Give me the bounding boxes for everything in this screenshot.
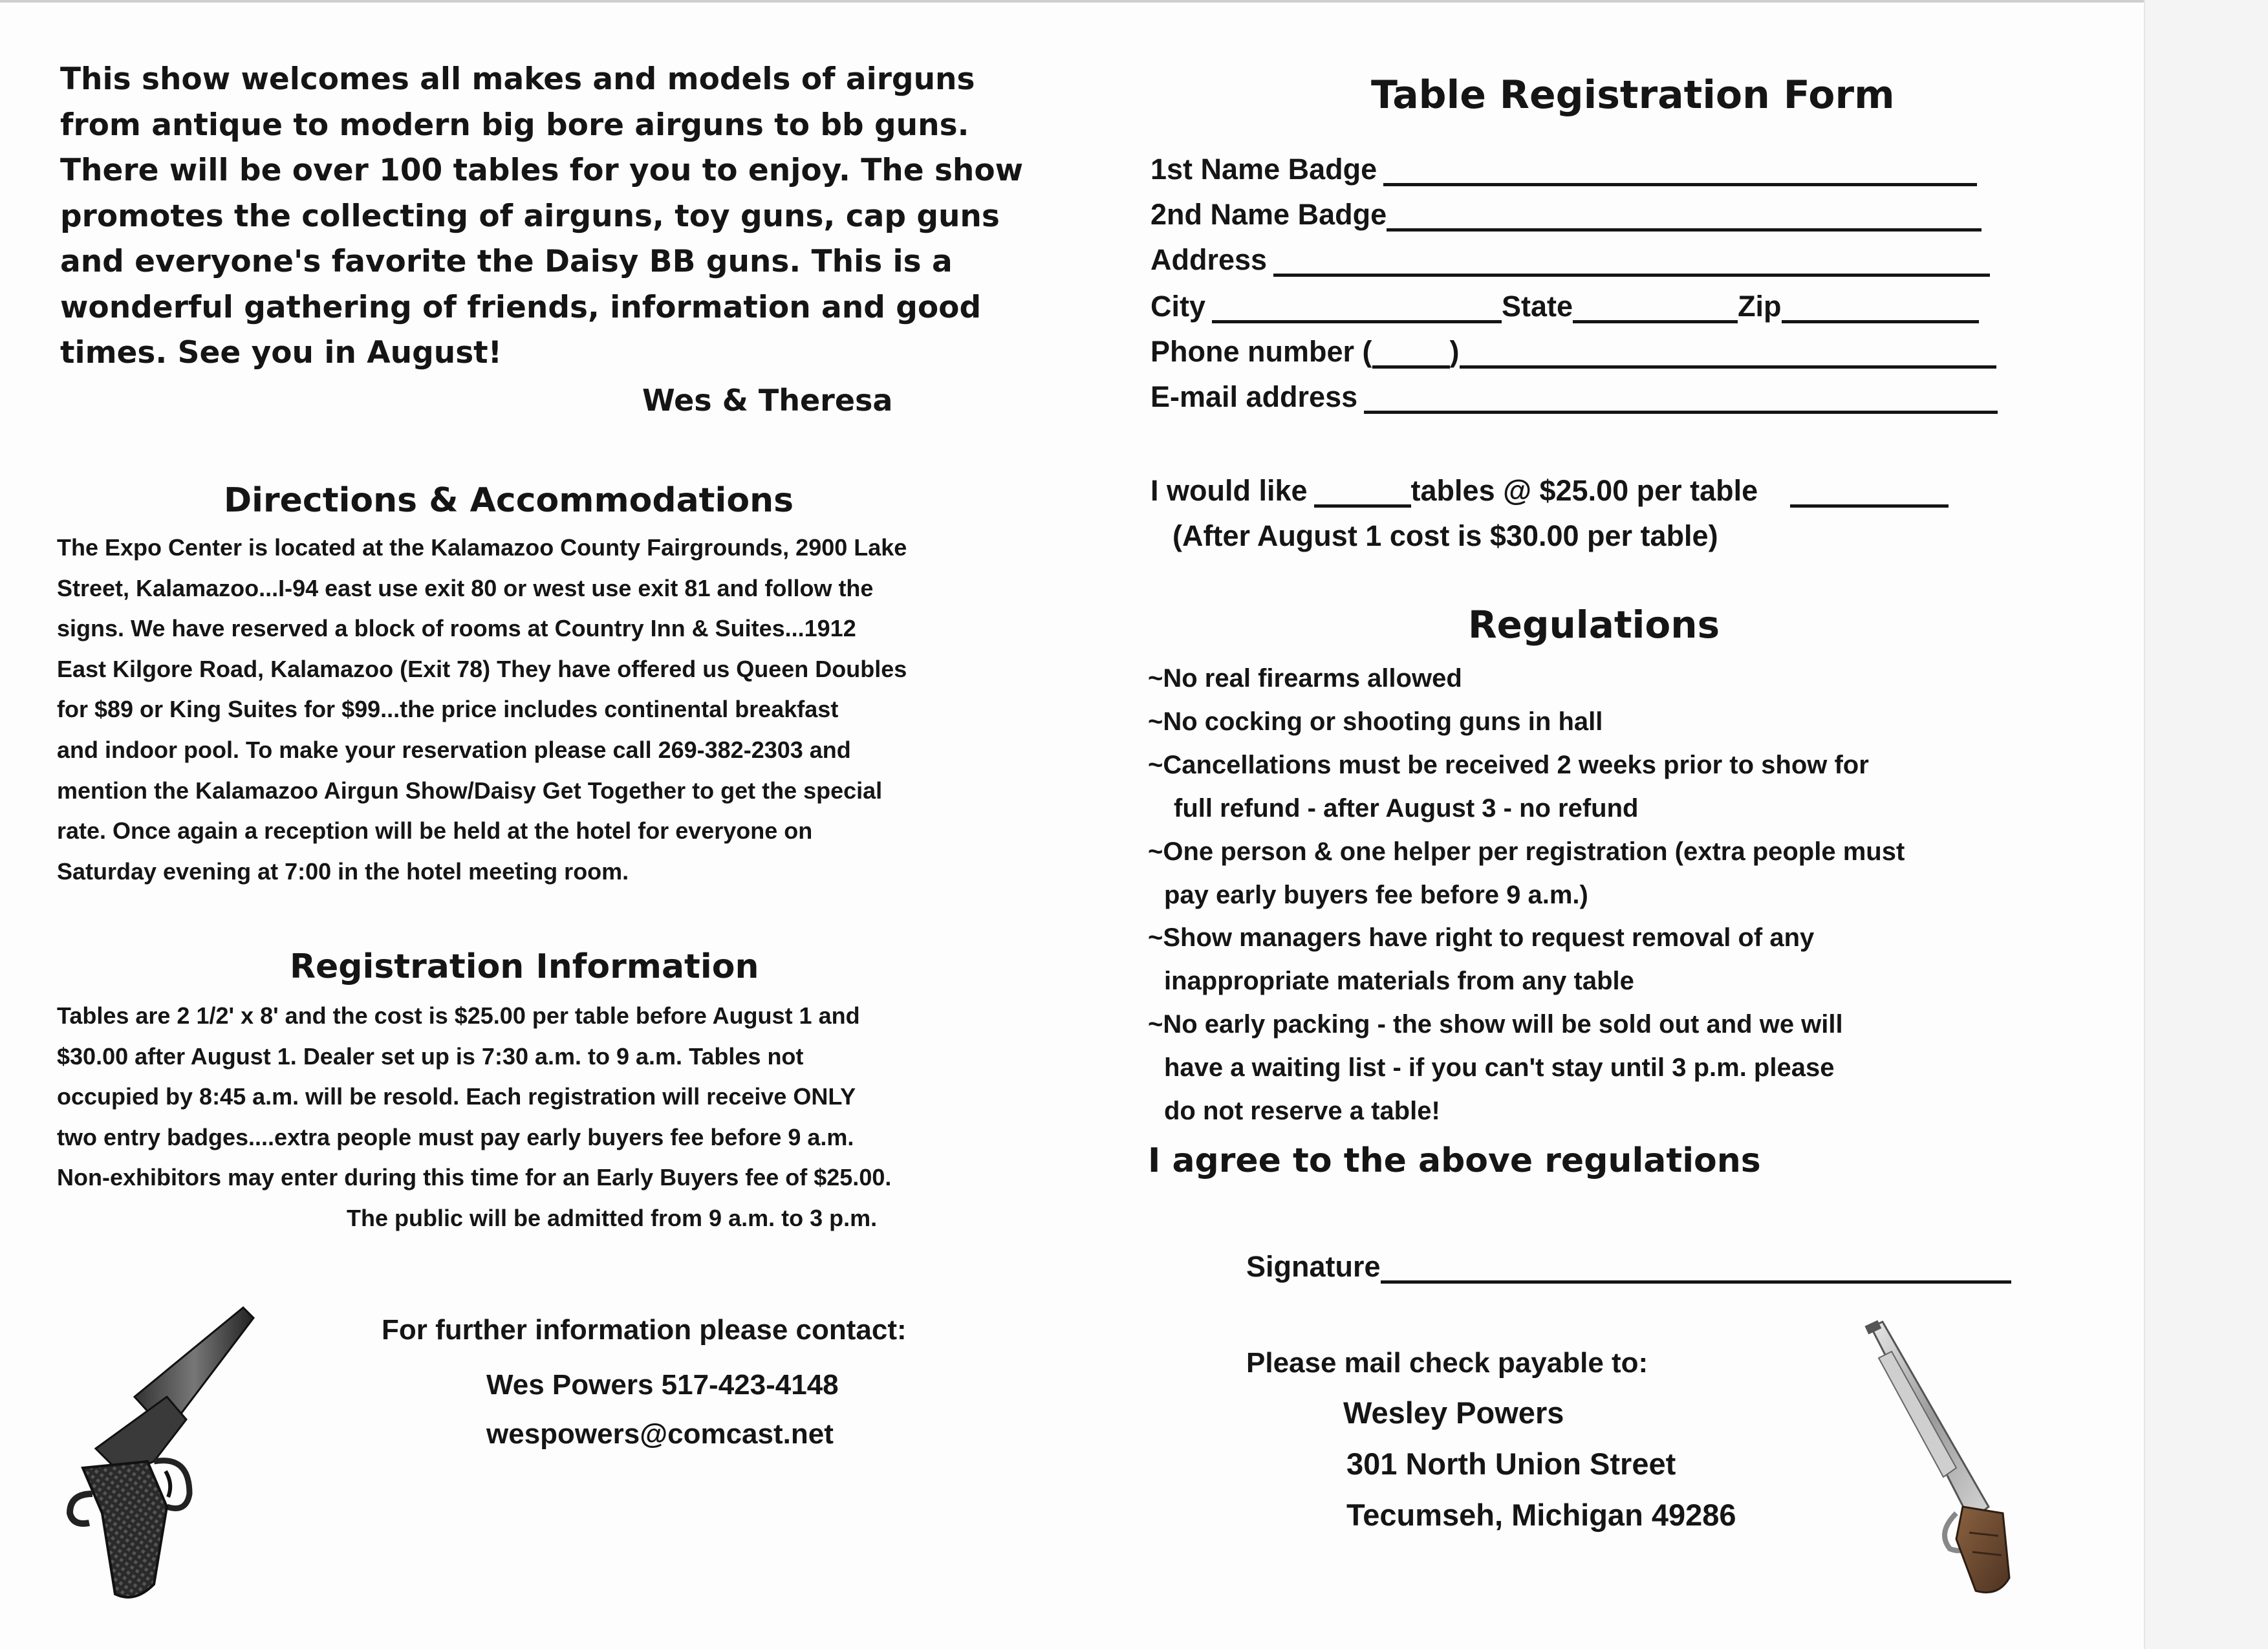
directions-line: for $89 or King Suites for $99...the price includes continental breakfast <box>57 696 839 723</box>
intro-paragraph <box>60 57 1069 376</box>
phone-close-paren: ) <box>1449 335 1460 368</box>
contact-heading: For further information please contact: <box>382 1314 907 1346</box>
address-label: Address <box>1150 243 1268 276</box>
form-title: Table Registration Form <box>1371 72 1895 118</box>
email-label: E-mail address <box>1150 380 1358 413</box>
address-row <box>1150 238 1990 277</box>
antique-air-pistol-icon <box>57 1300 264 1610</box>
regulation-line: ~One person & one helper per registration (extra people must <box>1148 837 1905 866</box>
mail-name: Wesley Powers <box>1343 1396 1564 1430</box>
directions-line: rate. Once again a reception will be held at the hotel for everyone on <box>57 817 813 845</box>
email-field[interactable] <box>1364 385 1998 414</box>
tables-label-b: tables @ $25.00 per table <box>1410 474 1758 507</box>
directions-line: signs. We have reserved a block of rooms at Country Inn & Suites...1912 <box>57 615 856 642</box>
regulation-line: full refund - after August 3 - no refund <box>1174 793 1639 823</box>
intro-line: times. See you in August! <box>60 335 502 371</box>
tables-row <box>1150 469 1949 508</box>
regulation-line: inappropriate materials from any table <box>1164 967 1634 996</box>
phone-row <box>1150 330 1996 369</box>
state-field[interactable] <box>1573 294 1738 323</box>
state-label: State <box>1502 290 1573 323</box>
intro-line: from antique to modern big bore airguns to bb guns. <box>60 107 969 143</box>
badge1-row <box>1150 147 1977 186</box>
city-label: City <box>1150 290 1206 323</box>
directions-line: East Kilgore Road, Kalamazoo (Exit 78) They have offered us Queen Doubles <box>57 655 907 682</box>
directions-line: Street, Kalamazoo...I-94 east use exit 80 or west use exit 81 and follow the <box>57 574 874 601</box>
intro-line: This show welcomes all makes and models of airguns <box>60 61 975 97</box>
zip-label: Zip <box>1738 290 1782 323</box>
badge2-field[interactable] <box>1387 202 1982 232</box>
registration-title: Registration Information <box>290 947 759 986</box>
directions-line: The Expo Center is located at the Kalamazoo County Fairgrounds, 2900 Lake <box>57 534 907 561</box>
mail-heading: Please mail check payable to: <box>1246 1347 1648 1379</box>
regulation-item <box>1148 744 2086 830</box>
city-state-zip-row <box>1150 285 1979 323</box>
zip-field[interactable] <box>1782 294 1979 323</box>
scan-right-margin <box>2144 0 2268 1649</box>
signature-label: Signature <box>1246 1250 1381 1283</box>
contact-name-phone: Wes Powers 517-423-4148 <box>486 1369 839 1401</box>
registration-line: Non-exhibitors may enter during this time for an Early Buyers fee of $25.00. <box>57 1164 892 1191</box>
registration-paragraph <box>57 996 1079 1239</box>
match-air-pistol-icon <box>1859 1319 2014 1604</box>
intro-signoff: Wes & Theresa <box>642 383 893 418</box>
regulation-line: pay early buyers fee before 9 a.m.) <box>1164 880 1588 909</box>
badge2-label: 2nd Name Badge <box>1150 198 1387 231</box>
intro-line: There will be over 100 tables for you to enjoy. The show <box>60 153 1024 188</box>
mail-city: Tecumseh, Michigan 49286 <box>1346 1498 1736 1532</box>
badge1-label: 1st Name Badge <box>1150 153 1377 186</box>
regulation-item <box>1148 1003 2086 1133</box>
regulation-line: ~No real firearms allowed <box>1148 664 1462 693</box>
regulation-line: have a waiting list - if you can't stay until 3 p.m. please <box>1164 1053 1835 1083</box>
regulation-line: ~Show managers have right to request removal of any <box>1148 923 1815 953</box>
regulations-list <box>1148 657 2086 1133</box>
phone-area-field[interactable] <box>1372 339 1450 369</box>
regulation-item <box>1148 916 2086 1003</box>
agree-statement: I agree to the above regulations <box>1148 1141 1761 1180</box>
regulation-line: do not reserve a table! <box>1164 1097 1440 1126</box>
signature-row <box>1246 1245 2011 1284</box>
registration-line: occupied by 8:45 a.m. will be resold. Each registration will receive ONLY <box>57 1083 856 1110</box>
after-cost-note: (After August 1 cost is $30.00 per table) <box>1172 519 1718 552</box>
registration-line: The public will be admitted from 9 a.m. to 3 p.m. <box>347 1204 878 1231</box>
contact-email: wespowers@comcast.net <box>486 1418 834 1450</box>
directions-line: Saturday evening at 7:00 in the hotel meeting room. <box>57 857 629 885</box>
directions-line: and indoor pool. To make your reservation please call 269-382-2303 and <box>57 736 851 763</box>
phone-number-field[interactable] <box>1460 339 1996 369</box>
badge2-row <box>1150 193 1982 232</box>
directions-title: Directions & Accommodations <box>224 481 794 520</box>
address-field[interactable] <box>1273 248 1990 277</box>
intro-line: and everyone's favorite the Daisy BB guns. This is a <box>60 244 953 279</box>
phone-label: Phone number ( <box>1150 335 1372 368</box>
regulation-item <box>1148 830 2086 917</box>
intro-line: wonderful gathering of friends, information and good <box>60 289 982 325</box>
regulation-line: ~No early packing - the show will be sold out and we will <box>1148 1010 1843 1039</box>
registration-line: Tables are 2 1/2' x 8' and the cost is $25.00 per table before August 1 and <box>57 1002 860 1029</box>
regulation-line: ~No cocking or shooting guns in hall <box>1148 707 1603 736</box>
tables-total-field[interactable] <box>1790 479 1949 508</box>
mail-street: 301 North Union Street <box>1346 1447 1676 1481</box>
scan-top-edge <box>0 0 2268 3</box>
intro-line: promotes the collecting of airguns, toy guns, cap guns <box>60 198 1000 234</box>
registration-line: $30.00 after August 1. Dealer set up is 7:30 a.m. to 9 a.m. Tables not <box>57 1042 804 1070</box>
regulation-item <box>1148 700 2086 744</box>
registration-line: two entry badges....extra people must pay early buyers fee before 9 a.m. <box>57 1123 854 1150</box>
tables-count-field[interactable] <box>1314 479 1411 508</box>
directions-paragraph <box>57 528 1079 892</box>
email-row <box>1150 375 1998 414</box>
regulations-title: Regulations <box>1468 603 1720 647</box>
city-field[interactable] <box>1212 294 1502 323</box>
regulation-line: ~Cancellations must be received 2 weeks prior to show for <box>1148 750 1869 779</box>
tables-label-a: I would like <box>1150 474 1308 507</box>
signature-field[interactable] <box>1381 1255 2011 1284</box>
directions-line: mention the Kalamazoo Airgun Show/Daisy Get Together to get the special <box>57 777 883 804</box>
badge1-field[interactable] <box>1383 157 1977 186</box>
after-cost-row <box>1172 514 1718 553</box>
regulation-item <box>1148 657 2086 700</box>
